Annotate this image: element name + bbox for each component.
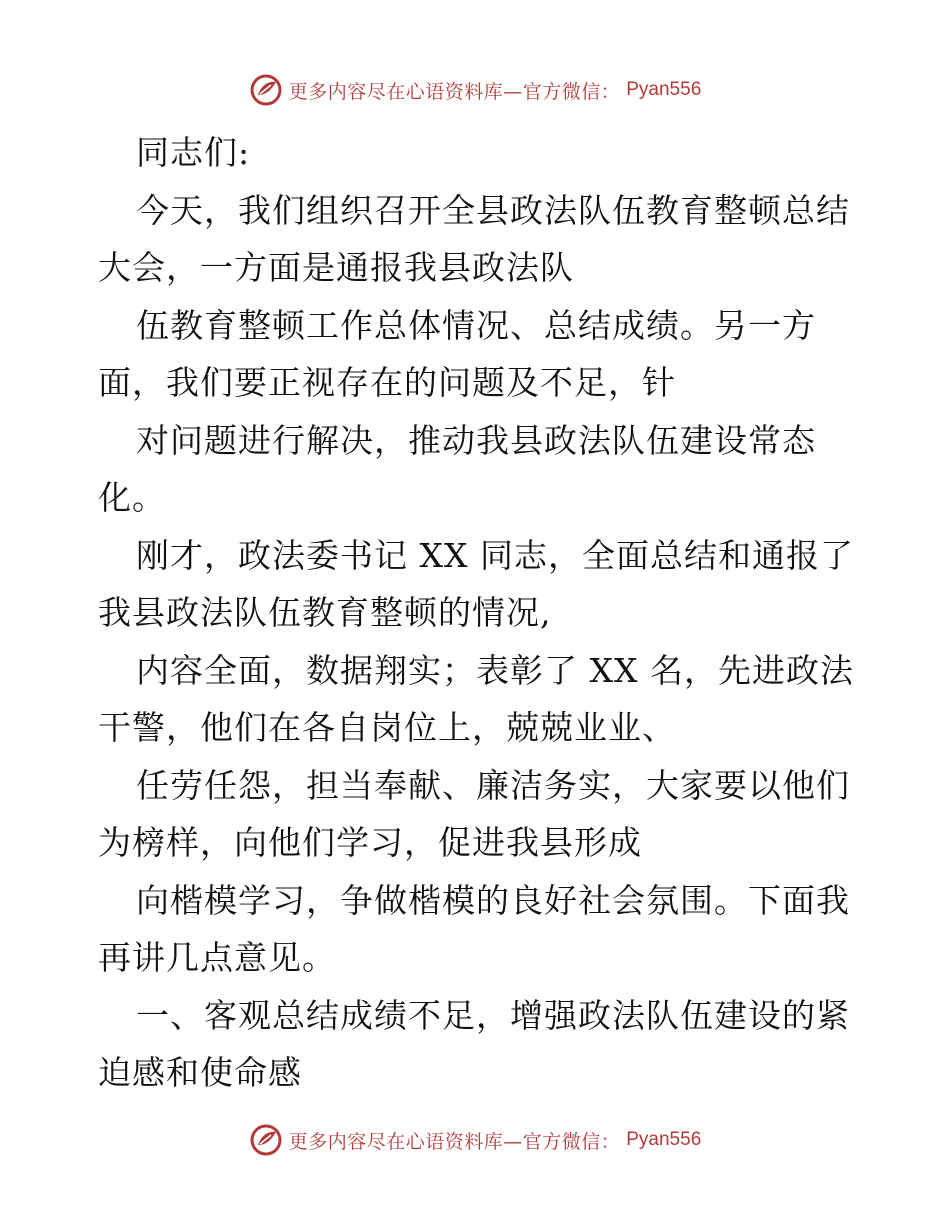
watermark-wechat-id: Pyan556 — [626, 79, 702, 100]
body-line: 今天，我们组织召开全县政法队伍教育整顿总结 — [136, 190, 850, 230]
body-line: 大会，一方面是通报我县政法队 — [98, 248, 574, 287]
body-line: 任劳任怨，担当奉献、廉洁务实，大家要以他们 — [136, 765, 850, 805]
watermark-text: 更多内容尽在心语资料库—官方微信： — [288, 80, 621, 103]
body-line: 面，我们要正视存在的问题及不足，针 — [98, 363, 676, 402]
document-body — [98, 124, 858, 1102]
body-line: 为榜样，向他们学习，促进我县形成 — [98, 823, 642, 862]
body-line: 刚才，政法委书记 XX 同志，全面总结和通报了 — [136, 535, 854, 575]
body-line: 再讲几点意见。 — [98, 938, 336, 977]
body-line: 向楷模学习，争做楷模的良好社会氛围。下面我 — [136, 880, 850, 920]
body-line: 迫感和使命感 — [98, 1053, 302, 1092]
header-watermark — [0, 70, 950, 110]
body-line: 对问题进行解决，推动我县政法队伍建设常态 — [136, 420, 816, 460]
leaf-seal-icon — [249, 1123, 283, 1157]
leaf-seal-icon — [249, 73, 283, 107]
body-line: 同志们: — [136, 133, 251, 172]
body-line: 内容全面，数据翔实；表彰了 XX 名，先进政法 — [136, 650, 854, 690]
footer-watermark — [0, 1120, 950, 1160]
body-line: 化。 — [98, 478, 166, 517]
body-line: 干警，他们在各自岗位上，兢兢业业、 — [98, 708, 676, 747]
body-line: 我县政法队伍教育整顿的情况, — [98, 593, 552, 632]
watermark-wechat-id: Pyan556 — [626, 1129, 702, 1150]
body-line: 伍教育整顿工作总体情况、总结成绩。另一方 — [136, 305, 816, 345]
body-line: 一、客观总结成绩不足，增强政法队伍建设的紧 — [136, 995, 850, 1035]
watermark-text: 更多内容尽在心语资料库—官方微信： — [288, 1130, 621, 1153]
